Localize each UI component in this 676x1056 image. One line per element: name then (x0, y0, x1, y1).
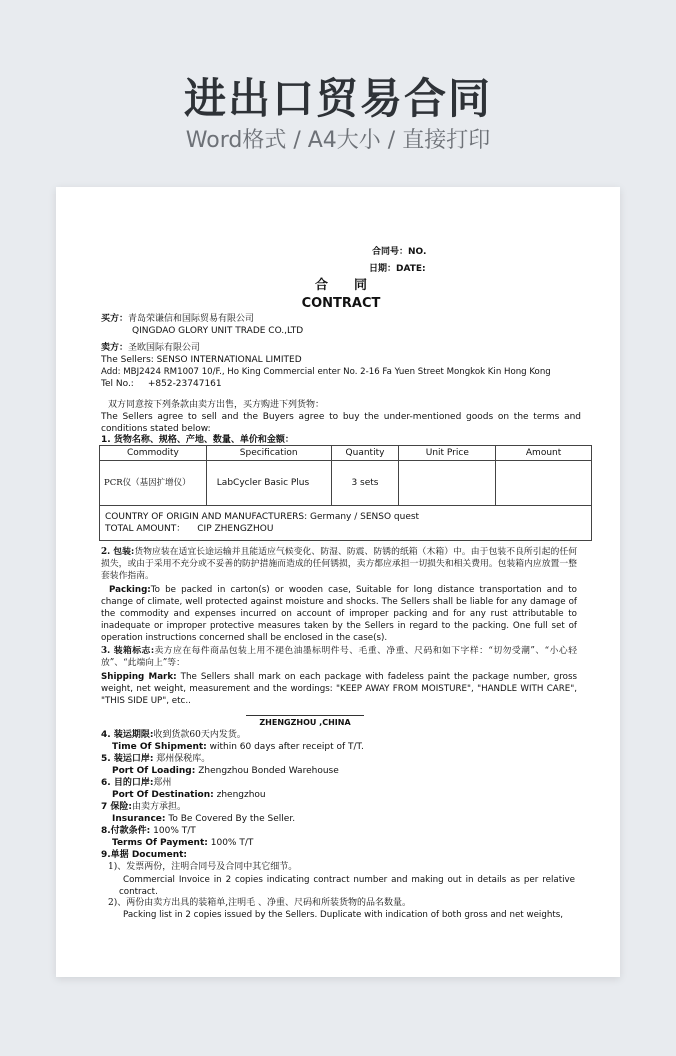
payment-en-text: 100% T/T (210, 838, 254, 848)
loading-cn (101, 753, 210, 765)
seller-address: Add: MBJ2424 RM1007 10/F., Ho King Commercial enter No. 2-16 Fa Yuen Street Mongkok Kin Hong Kong (101, 367, 551, 377)
shipment-cn (101, 729, 246, 741)
tel-value: +852-23747161 (147, 379, 222, 389)
destination-en-text: zhengzhou (216, 790, 266, 800)
payment-cn-text: 100% T/T (153, 826, 196, 836)
contract-number-label: 合同号：NO. (372, 247, 427, 257)
destination-cn-text: 郑州 (153, 778, 172, 788)
shipping-mark-cn (101, 645, 577, 669)
seller-name-cn: 圣欧国际有限公司 (128, 343, 201, 353)
seller-line (101, 342, 200, 354)
cell-specification: LabCycler Basic Plus (206, 461, 331, 506)
agreement-cn: 双方同意按下列条款由卖方出售，买方购进下列货物： (108, 400, 325, 410)
destination-cn-label: 6. 目的口岸: (101, 778, 154, 788)
goods-table (99, 445, 592, 541)
insurance-en-text: To Be Covered By the Seller. (168, 814, 296, 824)
cell-unit-price (399, 461, 496, 506)
loading-cn-label: 5. 装运口岸: (101, 754, 154, 764)
buyer-name-en: QINGDAO GLORY UNIT TRADE CO.,LTD (132, 326, 304, 336)
header-unit-price: Unit Price (399, 446, 496, 461)
documents-heading: 9.单据 Document: (101, 850, 188, 860)
shipping-mark-en (101, 671, 577, 707)
packing-cn-label: 2. 包装: (101, 547, 135, 557)
origin-total-cell (100, 506, 592, 541)
mark-place: ZHENGZHOU ,CHINA (259, 718, 351, 727)
shipping-mark-cn-text: 卖方应在每件商品包装上用不褪色油墨标明件号、毛重、净重、尺码和如下字样：“切勿受潮”、“小心轻放”、“此端向上”等： (101, 646, 577, 668)
table-row (100, 461, 592, 506)
cell-quantity: 3 sets (331, 461, 399, 506)
header-specification: Specification (206, 446, 331, 461)
packing-en (101, 584, 577, 644)
loading-en-label: Port Of Loading: (112, 766, 196, 776)
table-row (100, 506, 592, 541)
insurance-cn (101, 801, 186, 813)
document-2-en: Packing list in 2 copies issued by the Sellers. Duplicate with indication of both gross and net weights, (123, 910, 564, 920)
cell-amount (496, 461, 592, 506)
packing-cn (101, 546, 577, 582)
total-amount-value: CIP ZHENGZHOU (197, 524, 274, 534)
buyer-name-cn: 青岛荣谦信和国际贸易有限公司 (128, 314, 255, 324)
shipment-cn-label: 4. 装运期限: (101, 730, 154, 740)
seller-cn-label: 卖方： (101, 343, 129, 353)
header-quantity: Quantity (331, 446, 399, 461)
destination-cn (101, 777, 171, 789)
shipment-en-label: Time Of Shipment: (112, 742, 207, 752)
document-2-cn: 2)、两份由卖方出具的装箱单,注明毛 、净重、尺码和所装货物的品名数量。 (108, 898, 411, 908)
destination-en-label: Port Of Destination: (112, 790, 214, 800)
document-page (56, 187, 620, 977)
buyer-line (101, 313, 254, 325)
header-commodity: Commodity (100, 446, 207, 461)
shipping-mark-cn-label: 3. 装箱标志: (101, 646, 155, 656)
total-amount (105, 523, 591, 535)
item1-heading: 1. 货物名称、规格、产地、数量、单价和金额： (101, 435, 294, 445)
total-amount-label: TOTAL AMOUNT： (105, 524, 186, 534)
mark-divider (246, 715, 364, 716)
shipment-en-text: within 60 days after receipt of T/T. (209, 742, 364, 752)
shipping-mark-en-text: The Sellers shall mark on each package with fadeless paint the package number, gross weight, net weight, measurement and the wordings: "KEEP AWAY FROM MOISTURE", "HANDLE WITH CARE", "THIS SIDE UP", etc.. (101, 672, 578, 706)
shipment-en (112, 741, 364, 753)
seller-name-en: The Sellers: SENSO INTERNATIONAL LIMITED (101, 355, 302, 365)
banner-subtitle: Word格式 / A4大小 / 直接打印 (185, 128, 491, 153)
packing-en-text: To be packed in carton(s) or wooden case, Suitable for long distance transportation and to change of climate, well protected against moisture and shocks. The Sellers shall be liable for any damage of the commodity and expenses incurred on account of improper packing and for any rust attributable to inadequate or improper protective measures taken by the Sellers in regard to the packing. One full set of operation instructions concerned shall be enclosed in the case(s). (101, 585, 577, 643)
header-amount: Amount (496, 446, 592, 461)
document-1-en: Commercial Invoice in 2 copies indicating contract number and making out in details as per relative contract. (119, 875, 575, 897)
buyer-cn-label: 买方： (101, 314, 129, 324)
country-of-origin: COUNTRY OF ORIGIN AND MANUFACTURERS: Germany / SENSO quest (105, 512, 420, 522)
seller-tel (101, 378, 222, 390)
title-en: CONTRACT (301, 296, 381, 311)
insurance-cn-text: 由卖方承担。 (132, 802, 187, 812)
packing-cn-text: 货物应装在适宜长途运输并且能适应气候变化、防湿、防震、防锈的纸箱（木箱）中。由于包装不良所引起的任何损失，或由于采用不充分或不妥善的防护措施而造成的任何锈损，卖方都应承担一切损失和相关费用。包装箱内应放置一整套装作指南。 (101, 547, 577, 581)
payment-en-label: Terms Of Payment: (112, 838, 208, 848)
destination-en (112, 789, 266, 801)
shipping-mark-en-label: Shipping Mark: (101, 672, 177, 682)
insurance-en-label: Insurance: (112, 814, 166, 824)
banner-title: 进出口贸易合同 (183, 74, 492, 123)
packing-en-label: Packing: (109, 585, 151, 595)
cell-commodity: PCR仪（基因扩增仪） (100, 461, 207, 506)
agreement-en: The Sellers agree to sell and the Buyers agree to buy the under-mentioned goods on the terms and conditions stated below: (101, 412, 581, 434)
tel-label: Tel No.: (101, 379, 134, 389)
document-1-cn: 1)、发票两份，注明合同号及合同中其它细节。 (108, 862, 298, 872)
loading-en-text: Zhengzhou Bonded Warehouse (198, 766, 339, 776)
date-label: 日期：DATE: (369, 264, 426, 274)
goods-table-header-row (100, 446, 592, 461)
payment-en (112, 837, 253, 849)
insurance-en (112, 813, 295, 825)
loading-cn-text: 郑州保税库。 (156, 754, 211, 764)
insurance-cn-label: 7 保险: (101, 802, 132, 812)
contract-document (56, 187, 620, 977)
payment-cn-label: 8.付款条件: (101, 826, 151, 836)
payment-cn (101, 825, 196, 837)
loading-en (112, 765, 339, 777)
title-cn: 合 同 (314, 278, 367, 293)
shipment-cn-text: 收到货款60天内发货。 (153, 730, 246, 740)
